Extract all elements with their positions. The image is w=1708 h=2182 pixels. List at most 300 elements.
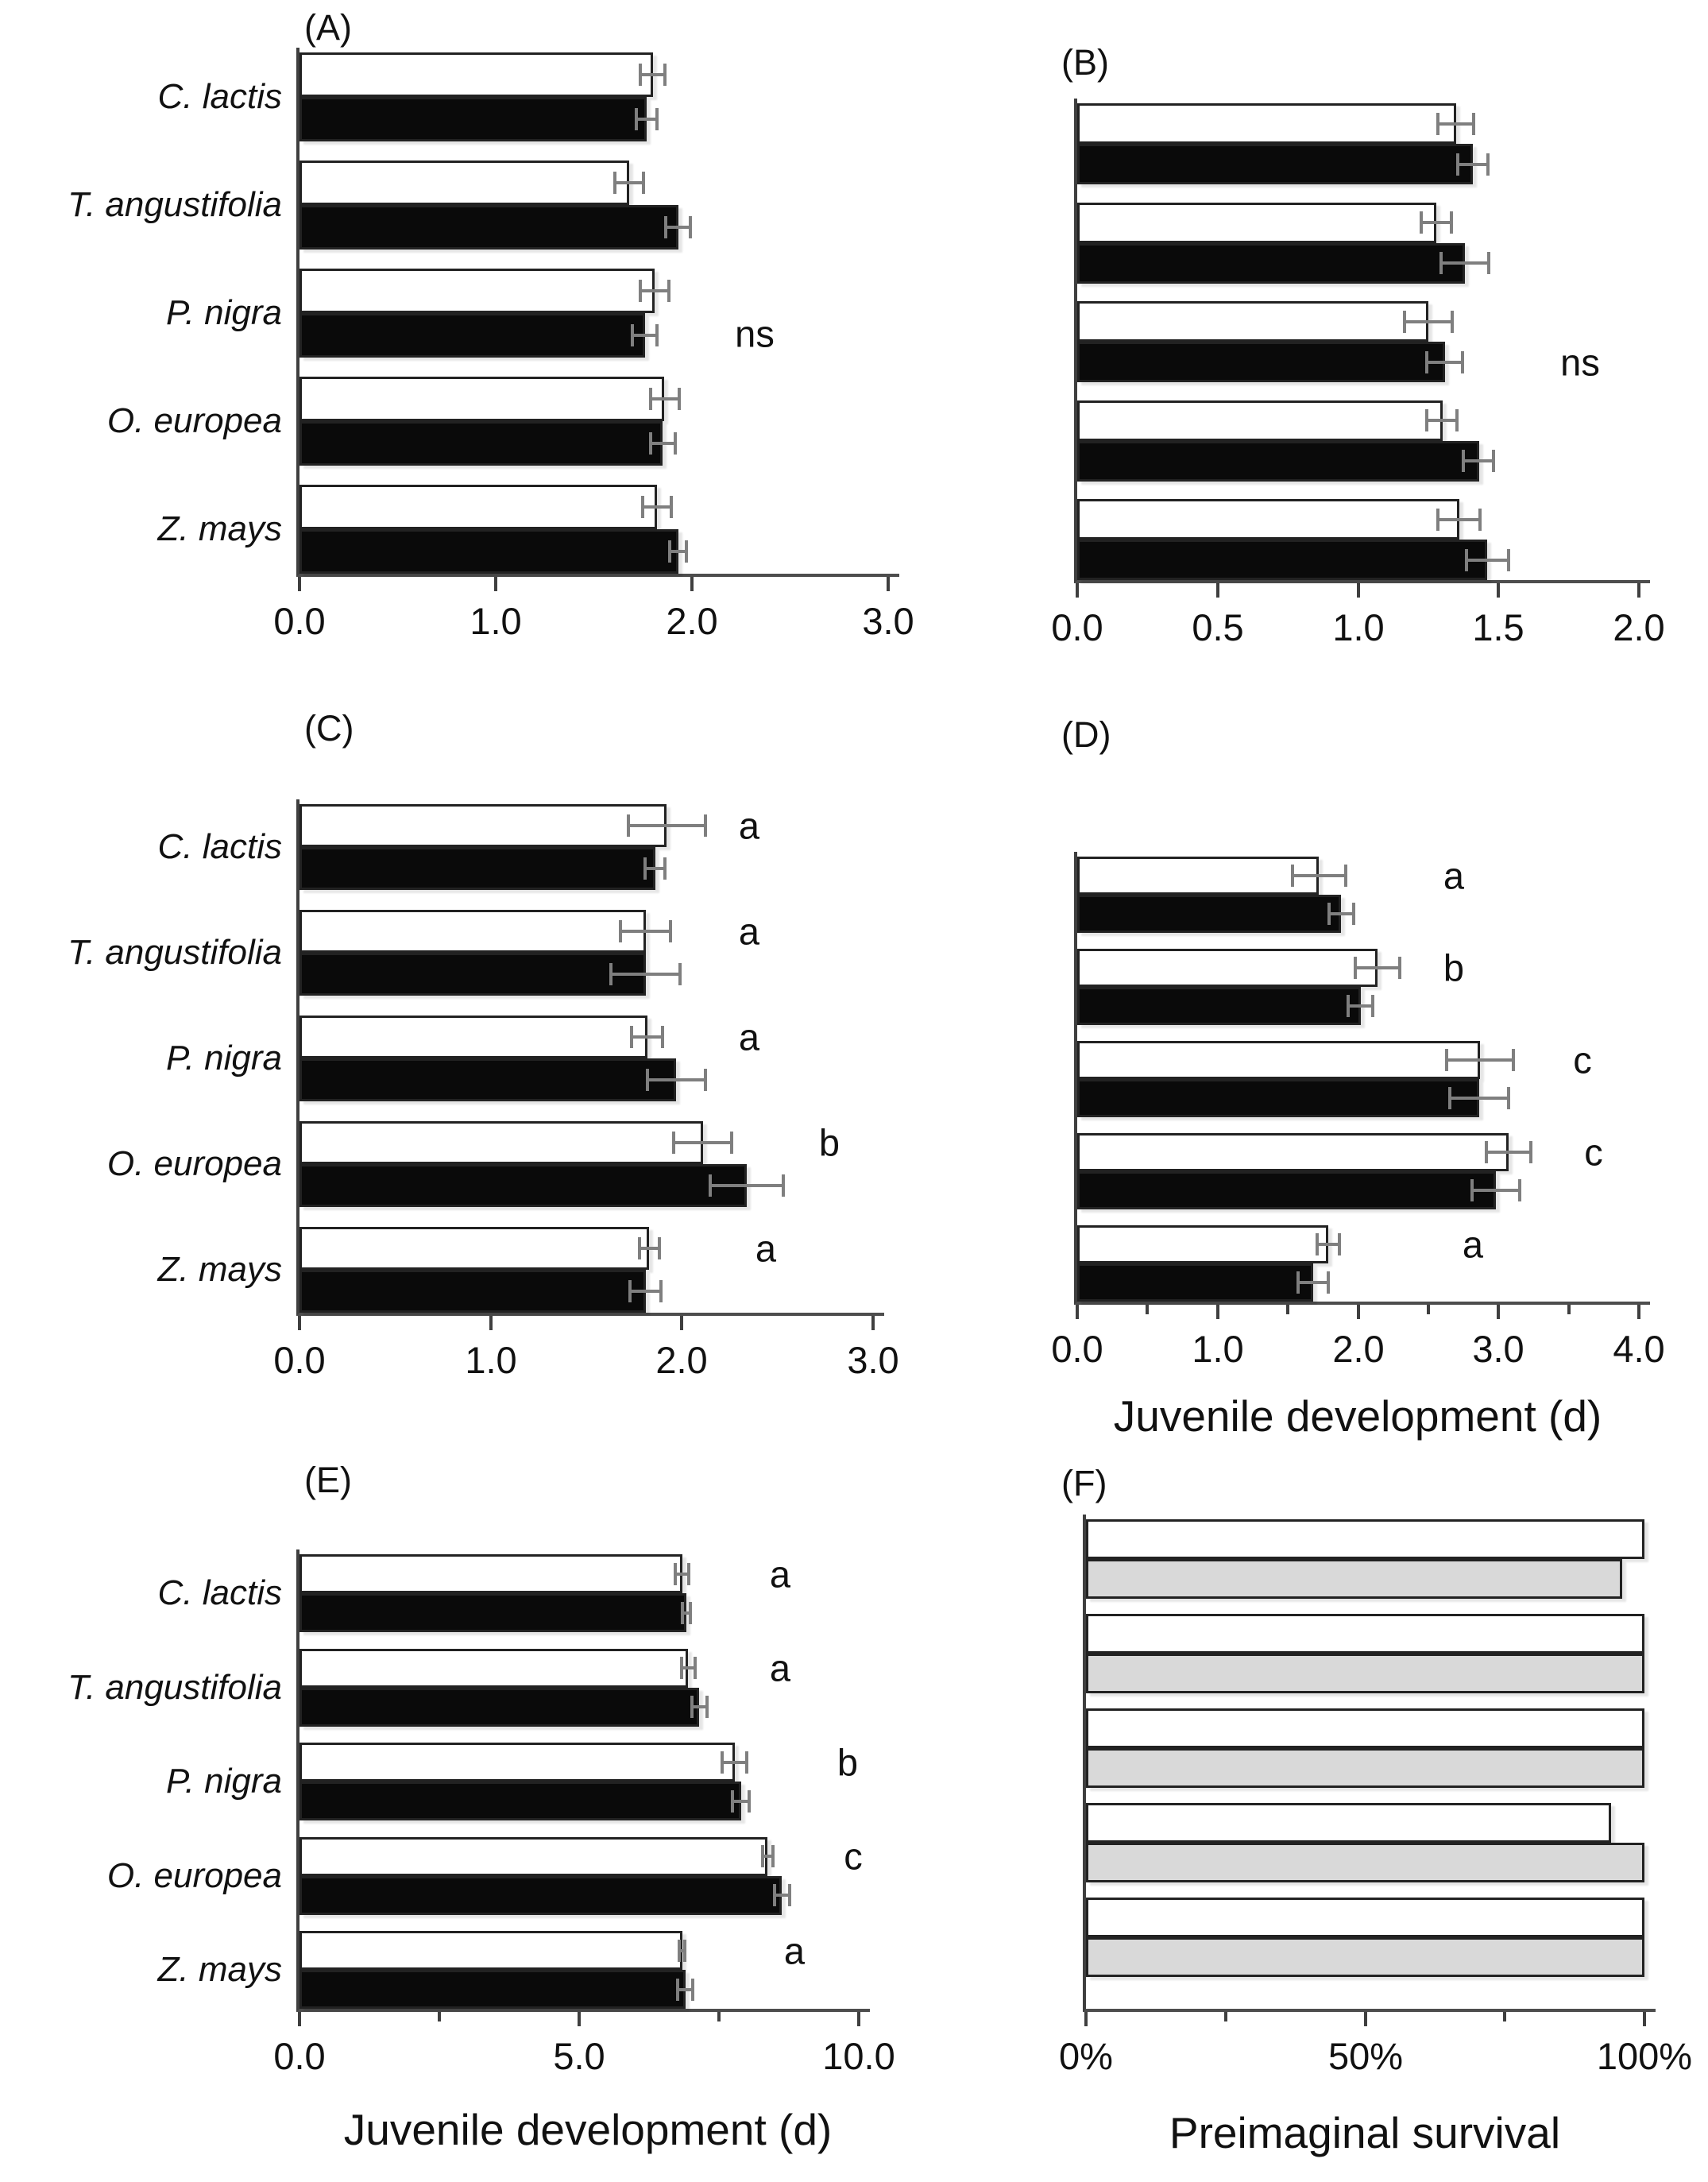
- panel-e-category-label-c-lactis: C. lactis: [157, 1573, 282, 1612]
- error-bar-cap-left: [761, 1845, 764, 1867]
- panel-a-bar-o-europea-open-bars: [299, 377, 664, 421]
- panel-f-bar-p-nigra-open-bars: [1086, 1708, 1644, 1748]
- error-bar-cap-left: [649, 432, 652, 455]
- panel-a-tick-30: [887, 577, 890, 591]
- panel-e-bar-t-angustifolia-filled-bars: [299, 1688, 699, 1727]
- panel-d-tick-label-40: 4.0: [1613, 1328, 1665, 1370]
- error-bar-line: [639, 73, 667, 76]
- panel-c-sig-letter-c-lactis: a: [738, 804, 760, 847]
- panel-f-minor-tick: [1224, 2012, 1227, 2021]
- error-bar-line: [1470, 1189, 1521, 1192]
- error-bar-line: [646, 1078, 707, 1081]
- panel-a-tick-label-10: 1.0: [470, 600, 522, 642]
- error-bar-cap-right: [788, 1884, 791, 1906]
- panel-b-tick-label-20: 2.0: [1613, 606, 1665, 648]
- panel-d-bar-z-mays-open-bars: [1077, 1225, 1328, 1263]
- panel-a-tick-label-20: 2.0: [666, 600, 718, 642]
- panel-d-tick-00: [1076, 1305, 1079, 1319]
- panel-e-error-bar-o-europea-open-bars: [761, 1845, 775, 1867]
- error-bar-line: [1448, 1097, 1510, 1100]
- panel-e-category-label-o-europea: O. europea: [106, 1855, 282, 1895]
- panel-e-tick-00: [298, 2012, 301, 2026]
- error-bar-cap-left: [613, 172, 616, 194]
- error-bar-cap-left: [1425, 351, 1428, 373]
- error-bar-line: [1439, 261, 1490, 265]
- panel-b-tick-05: [1216, 583, 1219, 598]
- error-bar-cap-right: [1492, 450, 1495, 472]
- error-bar-cap-right: [1327, 1271, 1330, 1294]
- panel-e-tick-label-50: 5.0: [553, 2035, 605, 2077]
- panel-d-xaxis-title: Juvenile development (d): [1113, 1391, 1602, 1441]
- panel-e-bar-z-mays-open-bars: [299, 1931, 682, 1970]
- error-bar-line: [1425, 419, 1459, 422]
- error-bar-cap-right: [674, 432, 677, 455]
- panel-c-error-bar-o-europea-open-bars: [672, 1132, 733, 1154]
- panel-e-category-label-z-mays: Z. mays: [157, 1950, 282, 1989]
- error-bar-cap-right: [1478, 509, 1482, 531]
- panel-a-tick-20: [690, 577, 694, 591]
- error-bar-cap-right: [689, 1602, 692, 1624]
- panel-e-error-bar-c-lactis-filled-bars: [681, 1602, 692, 1624]
- error-bar-cap-left: [731, 1790, 734, 1813]
- panel-c-category-label-z-mays: Z. mays: [157, 1250, 282, 1289]
- panel-c-tick-20: [680, 1316, 683, 1330]
- error-bar-cap-right: [1486, 153, 1490, 176]
- panel-a-bar-z-mays-filled-bars: [299, 529, 678, 574]
- panel-f-bar-p-nigra-shaded-bars: [1086, 1748, 1644, 1788]
- panel-c-bar-t-angustifolia-open-bars: [299, 910, 646, 953]
- panel-a-bar-t-angustifolia-filled-bars: [299, 205, 678, 250]
- panel-f-bar-z-mays-open-bars: [1086, 1898, 1644, 1937]
- panel-a-bar-p-nigra-filled-bars: [299, 313, 645, 358]
- error-bar-cap-right: [1472, 113, 1475, 135]
- panel-f-minor-tick: [1503, 2012, 1506, 2021]
- panel-b-tick-label-15: 1.5: [1472, 606, 1524, 648]
- panel-a-bar-t-angustifolia-open-bars: [299, 161, 629, 205]
- panel-e-bar-p-nigra-filled-bars: [299, 1782, 741, 1820]
- panel-c-tick-00: [298, 1316, 301, 1330]
- panel-e-bar-o-europea-filled-bars: [299, 1876, 782, 1915]
- panel-f-tick-0: [1084, 2012, 1088, 2026]
- panel-a-category-label-c-lactis: C. lactis: [157, 77, 282, 116]
- panel-d-error-bar-p-nigra-filled-bars: [1448, 1087, 1510, 1109]
- panel-e-bar-t-angustifolia-open-bars: [299, 1649, 688, 1688]
- error-bar-cap-left: [773, 1884, 776, 1906]
- error-bar-cap-left: [1420, 211, 1423, 234]
- error-bar-line: [1425, 361, 1464, 364]
- panel-b-tick-20: [1637, 583, 1640, 598]
- panel-c-bar-o-europea-open-bars: [299, 1121, 703, 1164]
- panel-d-bar-o-europea-open-bars: [1077, 1133, 1509, 1171]
- panel-e-category-label-t-angustifolia: T. angustifolia: [68, 1667, 282, 1707]
- panel-c-error-bar-z-mays-open-bars: [638, 1237, 661, 1259]
- error-bar-line: [1420, 221, 1453, 224]
- panel-e-bar-c-lactis-filled-bars: [299, 1593, 686, 1632]
- panel-e-sig-letter-z-mays: a: [783, 1929, 806, 1972]
- panel-e-error-bar-o-europea-filled-bars: [773, 1884, 791, 1906]
- error-bar-line: [1403, 320, 1454, 323]
- error-bar-cap-left: [1316, 1233, 1319, 1255]
- panel-b-bar-c-lactis-filled-bars: [1077, 144, 1473, 184]
- panel-c-tick-30: [871, 1316, 875, 1330]
- panel-e-sig-letter-c-lactis: a: [769, 1553, 791, 1596]
- panel-d-tick-label-10: 1.0: [1192, 1328, 1244, 1370]
- error-bar-cap-right: [642, 172, 645, 194]
- panel-b-error-bar-t-angustifolia-open-bars: [1420, 211, 1453, 234]
- error-bar-cap-left: [635, 108, 638, 130]
- panel-a-category-label-z-mays: Z. mays: [157, 509, 282, 548]
- error-bar-cap-right: [655, 108, 659, 130]
- error-bar-line: [1436, 518, 1482, 521]
- panel-d-sig-letter-o-europea: c: [1584, 1131, 1603, 1174]
- error-bar-cap-left: [627, 814, 630, 837]
- panel-e-tick-50: [578, 2012, 581, 2026]
- panel-a-tick-00: [298, 577, 301, 591]
- panel-c-category-label-c-lactis: C. lactis: [157, 827, 282, 866]
- panel-c-sig-letter-t-angustifolia: a: [738, 910, 760, 953]
- panel-c-bar-p-nigra-filled-bars: [299, 1058, 676, 1101]
- error-bar-cap-right: [730, 1132, 733, 1154]
- panel-d-tick-30: [1497, 1305, 1500, 1319]
- panel-b-tick-label-10: 1.0: [1332, 606, 1385, 648]
- panel-c-bar-p-nigra-open-bars: [299, 1016, 647, 1058]
- error-bar-cap-left: [676, 1979, 679, 2001]
- error-bar-cap-left: [639, 64, 642, 86]
- panel-c-tick-label-10: 1.0: [465, 1339, 517, 1381]
- panel-b-error-bar-z-mays-open-bars: [1436, 509, 1482, 531]
- panel-d-error-bar-c-lactis-filled-bars: [1327, 903, 1355, 925]
- error-bar-cap-left: [1291, 865, 1294, 887]
- panel-c-category-label-p-nigra: P. nigra: [166, 1039, 282, 1077]
- panel-d-error-bar-c-lactis-open-bars: [1291, 865, 1347, 887]
- error-bar-cap-right: [678, 388, 681, 410]
- error-bar-cap-right: [691, 1979, 694, 2001]
- panel-a-bar-z-mays-open-bars: [299, 485, 657, 529]
- error-bar-cap-right: [658, 1237, 661, 1259]
- panel-d-bar-c-lactis-open-bars: [1077, 857, 1319, 895]
- panel-b-error-bar-t-angustifolia-filled-bars: [1439, 252, 1490, 274]
- error-bar-cap-left: [668, 540, 671, 563]
- panel-e-sig-letter-t-angustifolia: a: [769, 1646, 791, 1689]
- error-bar-line: [672, 1141, 733, 1144]
- panel-d-tick-40: [1637, 1305, 1640, 1319]
- panel-c-bar-c-lactis-open-bars: [299, 804, 667, 847]
- panel-d-tick-label-20: 2.0: [1332, 1328, 1385, 1370]
- error-bar-cap-left: [672, 1132, 675, 1154]
- panel-d-sig-letter-t-angustifolia: b: [1443, 946, 1465, 989]
- panel-a-error-bar-o-europea-filled-bars: [649, 432, 677, 455]
- error-bar-cap-right: [687, 1563, 690, 1585]
- error-bar-cap-right: [771, 1845, 775, 1867]
- panel-a-error-bar-t-angustifolia-open-bars: [613, 172, 645, 194]
- error-bar-cap-left: [1347, 995, 1350, 1017]
- error-bar-line: [649, 397, 681, 400]
- panel-b-error-bar-p-nigra-filled-bars: [1425, 351, 1464, 373]
- panel-a-tick-10: [494, 577, 497, 591]
- error-bar-cap-right: [683, 1940, 686, 1962]
- panel-d-minor-tick: [1427, 1305, 1430, 1314]
- panel-e-error-bar-p-nigra-open-bars: [721, 1751, 748, 1774]
- panel-c-category-label-t-angustifolia: T. angustifolia: [68, 933, 282, 972]
- panel-c-error-bar-t-angustifolia-open-bars: [619, 920, 672, 942]
- panel-b-bar-o-europea-open-bars: [1077, 400, 1443, 441]
- panel-b-error-bar-c-lactis-open-bars: [1436, 113, 1475, 135]
- panel-f-bar-t-angustifolia-shaded-bars: [1086, 1654, 1644, 1693]
- panel-d-sig-letter-p-nigra: c: [1573, 1039, 1592, 1081]
- error-bar-cap-right: [745, 1751, 748, 1774]
- panel-d-bar-o-europea-filled-bars: [1077, 1171, 1496, 1209]
- error-bar-cap-left: [1485, 1141, 1488, 1163]
- panel-a-category-label-o-europea: O. europea: [106, 401, 282, 440]
- panel-f-tick-label-100: 100%: [1596, 2035, 1693, 2077]
- error-bar-cap-right: [1352, 903, 1355, 925]
- panel-a-tick-label-00: 0.0: [273, 600, 326, 642]
- panel-d-bar-c-lactis-filled-bars: [1077, 895, 1341, 933]
- panel-c-error-bar-t-angustifolia-filled-bars: [609, 963, 682, 985]
- error-bar-cap-right: [1461, 351, 1464, 373]
- error-bar-cap-right: [694, 1657, 697, 1679]
- error-bar-cap-right: [704, 1069, 707, 1091]
- error-bar-cap-left: [1456, 153, 1459, 176]
- error-bar-line: [1445, 1058, 1515, 1062]
- panel-c-bar-z-mays-filled-bars: [299, 1270, 646, 1313]
- error-bar-cap-left: [628, 1280, 632, 1302]
- error-bar-cap-left: [630, 1026, 633, 1048]
- error-bar-line: [630, 1035, 664, 1039]
- panel-e-tick-100: [857, 2012, 860, 2026]
- error-bar-cap-right: [1507, 1087, 1510, 1109]
- panel-a-letter: (A): [304, 7, 352, 48]
- panel-a-error-bar-o-europea-open-bars: [649, 388, 681, 410]
- panel-f-bar-t-angustifolia-open-bars: [1086, 1614, 1644, 1654]
- error-bar-line: [664, 226, 692, 229]
- panel-e-bar-z-mays-filled-bars: [299, 1970, 686, 2009]
- panel-b-bar-c-lactis-open-bars: [1077, 103, 1456, 144]
- panel-b-tick-label-00: 0.0: [1051, 606, 1103, 648]
- error-bar-cap-left: [674, 1563, 677, 1585]
- panel-e-bar-p-nigra-open-bars: [299, 1743, 735, 1782]
- panel-b-tick-00: [1076, 583, 1079, 598]
- error-bar-cap-left: [1436, 113, 1439, 135]
- panel-b-tick-10: [1357, 583, 1360, 598]
- panel-e-category-label-p-nigra: P. nigra: [166, 1762, 282, 1801]
- panel-c-tick-10: [489, 1316, 493, 1330]
- error-bar-cap-left: [709, 1174, 712, 1197]
- panel-d-minor-tick: [1567, 1305, 1571, 1314]
- panel-f-bar-c-lactis-open-bars: [1086, 1519, 1644, 1559]
- panel-d-error-bar-t-angustifolia-filled-bars: [1347, 995, 1374, 1017]
- panel-a-error-bar-z-mays-open-bars: [641, 496, 673, 518]
- panel-b-bar-p-nigra-filled-bars: [1077, 342, 1445, 382]
- panel-c-bar-z-mays-open-bars: [299, 1227, 649, 1270]
- panel-f-tick-100: [1643, 2012, 1646, 2026]
- panel-c-bar-o-europea-filled-bars: [299, 1164, 747, 1207]
- error-bar-line: [1436, 122, 1475, 126]
- panel-a-bar-c-lactis-filled-bars: [299, 97, 647, 141]
- panel-b-bar-z-mays-filled-bars: [1077, 540, 1487, 580]
- panel-c-error-bar-c-lactis-open-bars: [627, 814, 707, 837]
- panel-d-bar-t-angustifolia-filled-bars: [1077, 987, 1361, 1025]
- error-bar-cap-right: [663, 857, 667, 880]
- panel-d-bar-p-nigra-open-bars: [1077, 1041, 1480, 1079]
- error-bar-cap-left: [1354, 957, 1357, 979]
- panel-a-bar-p-nigra-open-bars: [299, 269, 655, 313]
- error-bar-line: [1462, 459, 1495, 462]
- panel-c-error-bar-c-lactis-filled-bars: [643, 857, 667, 880]
- panel-d-minor-tick: [1286, 1305, 1289, 1314]
- panel-e-error-bar-c-lactis-open-bars: [674, 1563, 690, 1585]
- panel-d-bar-p-nigra-filled-bars: [1077, 1079, 1479, 1117]
- panel-a-error-bar-c-lactis-filled-bars: [635, 108, 659, 130]
- panel-d-bar-t-angustifolia-open-bars: [1077, 949, 1378, 987]
- error-bar-cap-left: [649, 388, 652, 410]
- error-bar-cap-left: [646, 1069, 649, 1091]
- error-bar-cap-left: [680, 1657, 683, 1679]
- error-bar-cap-right: [667, 280, 670, 302]
- error-bar-cap-right: [1529, 1141, 1532, 1163]
- panel-c-error-bar-p-nigra-open-bars: [630, 1026, 664, 1048]
- panel-a-category-label-t-angustifolia: T. angustifolia: [68, 185, 282, 224]
- panel-b-letter: (B): [1061, 42, 1109, 83]
- panel-c-category-label-o-europea: O. europea: [106, 1144, 282, 1183]
- error-bar-cap-left: [1296, 1271, 1300, 1294]
- panel-a-bar-o-europea-filled-bars: [299, 421, 663, 466]
- error-bar-cap-left: [1425, 409, 1428, 431]
- error-bar-cap-right: [669, 920, 672, 942]
- panel-f-tick-label-50: 50%: [1327, 2035, 1404, 2077]
- panel-f-xaxis-title: Preimaginal survival: [1169, 2108, 1561, 2157]
- panel-b-ns-annotation: ns: [1560, 341, 1600, 384]
- error-bar-cap-left: [1436, 509, 1439, 531]
- panel-d-sig-letter-c-lactis: a: [1443, 854, 1465, 897]
- error-bar-cap-right: [1455, 409, 1459, 431]
- error-bar-cap-left: [678, 1940, 681, 1962]
- error-bar-line: [1327, 912, 1355, 915]
- error-bar-cap-left: [1470, 1179, 1474, 1201]
- panel-d-bar-z-mays-filled-bars: [1077, 1263, 1313, 1302]
- panel-a-error-bar-t-angustifolia-filled-bars: [664, 216, 692, 238]
- panel-d-tick-10: [1216, 1305, 1219, 1319]
- error-bar-cap-left: [1327, 903, 1331, 925]
- error-bar-line: [649, 442, 677, 445]
- panel-d-error-bar-z-mays-open-bars: [1316, 1233, 1341, 1255]
- error-bar-line: [613, 181, 645, 184]
- panel-d-letter: (D): [1061, 714, 1111, 755]
- panel-e-error-bar-z-mays-filled-bars: [676, 1979, 694, 2001]
- panel-d-error-bar-p-nigra-open-bars: [1445, 1049, 1515, 1071]
- error-bar-cap-right: [1398, 957, 1401, 979]
- panel-b-error-bar-o-europea-open-bars: [1425, 409, 1459, 431]
- panel-e-tick-label-00: 0.0: [273, 2035, 326, 2077]
- panel-e-error-bar-p-nigra-filled-bars: [731, 1790, 751, 1813]
- error-bar-cap-left: [690, 1696, 694, 1718]
- panel-d-minor-tick: [1146, 1305, 1149, 1314]
- panel-b-error-bar-c-lactis-filled-bars: [1456, 153, 1490, 176]
- error-bar-line: [721, 1761, 748, 1764]
- error-bar-cap-left: [721, 1751, 724, 1774]
- error-bar-cap-right: [1338, 1233, 1341, 1255]
- error-bar-cap-right: [705, 1696, 709, 1718]
- panel-a-category-label-p-nigra: P. nigra: [166, 293, 282, 332]
- panel-c-error-bar-p-nigra-filled-bars: [646, 1069, 707, 1091]
- panel-a-tick-label-30: 3.0: [862, 600, 914, 642]
- error-bar-cap-right: [670, 496, 673, 518]
- panel-b-error-bar-p-nigra-open-bars: [1403, 311, 1454, 333]
- panel-d-tick-label-00: 0.0: [1051, 1328, 1103, 1370]
- panel-b-bar-o-europea-filled-bars: [1077, 441, 1479, 482]
- panel-c-error-bar-o-europea-filled-bars: [709, 1174, 785, 1197]
- error-bar-cap-right: [704, 814, 707, 837]
- panel-a-error-bar-p-nigra-open-bars: [639, 280, 670, 302]
- panel-c-tick-label-20: 2.0: [655, 1339, 708, 1381]
- error-bar-cap-right: [663, 64, 667, 86]
- error-bar-cap-right: [1450, 211, 1453, 234]
- error-bar-line: [609, 973, 682, 976]
- error-bar-line: [631, 334, 659, 337]
- error-bar-cap-right: [689, 216, 692, 238]
- error-bar-cap-left: [638, 1237, 641, 1259]
- panel-b-bar-p-nigra-open-bars: [1077, 301, 1428, 342]
- panel-e-error-bar-t-angustifolia-open-bars: [680, 1657, 697, 1679]
- panel-f-bar-o-europea-open-bars: [1086, 1803, 1611, 1843]
- error-bar-cap-right: [1512, 1049, 1515, 1071]
- panel-b-error-bar-z-mays-filled-bars: [1465, 549, 1510, 571]
- panel-b-bar-t-angustifolia-filled-bars: [1077, 243, 1465, 284]
- panel-f-tick-50: [1364, 2012, 1367, 2026]
- panel-e-xaxis-title: Juvenile development (d): [343, 2105, 833, 2154]
- error-bar-cap-right: [678, 963, 682, 985]
- panel-e-tick-label-100: 10.0: [822, 2035, 895, 2077]
- error-bar-cap-left: [609, 963, 612, 985]
- error-bar-line: [1456, 163, 1490, 166]
- panel-f-letter: (F): [1061, 1463, 1107, 1503]
- error-bar-cap-left: [1439, 252, 1443, 274]
- error-bar-cap-left: [639, 280, 642, 302]
- error-bar-cap-left: [641, 496, 644, 518]
- panel-b-tick-label-05: 0.5: [1192, 606, 1244, 648]
- error-bar-cap-left: [1448, 1087, 1451, 1109]
- error-bar-cap-left: [631, 324, 634, 346]
- error-bar-line: [1465, 559, 1510, 562]
- error-bar-cap-left: [619, 920, 622, 942]
- error-bar-cap-left: [1462, 450, 1465, 472]
- panel-d-error-bar-t-angustifolia-open-bars: [1354, 957, 1401, 979]
- error-bar-cap-left: [1465, 549, 1468, 571]
- error-bar-line: [627, 824, 707, 827]
- error-bar-cap-right: [1507, 549, 1510, 571]
- panel-c-sig-letter-p-nigra: a: [738, 1016, 760, 1058]
- error-bar-cap-left: [1403, 311, 1406, 333]
- panel-e-minor-tick: [438, 2012, 441, 2021]
- panel-f-bar-o-europea-shaded-bars: [1086, 1843, 1644, 1882]
- error-bar-cap-right: [1451, 311, 1454, 333]
- panel-e-error-bar-t-angustifolia-filled-bars: [690, 1696, 709, 1718]
- error-bar-cap-right: [661, 1026, 664, 1048]
- error-bar-cap-right: [782, 1174, 785, 1197]
- error-bar-cap-right: [1344, 865, 1347, 887]
- error-bar-cap-left: [664, 216, 667, 238]
- panel-f-bar-z-mays-shaded-bars: [1086, 1937, 1644, 1977]
- panel-d-tick-20: [1357, 1305, 1360, 1319]
- panel-d-error-bar-z-mays-filled-bars: [1296, 1271, 1330, 1294]
- error-bar-line: [641, 505, 673, 509]
- panel-d-error-bar-o-europea-open-bars: [1485, 1141, 1532, 1163]
- panel-c-bar-c-lactis-filled-bars: [299, 847, 655, 890]
- error-bar-line: [628, 1290, 663, 1293]
- error-bar-cap-right: [655, 324, 659, 346]
- error-bar-line: [639, 289, 670, 292]
- error-bar-cap-right: [1371, 995, 1374, 1017]
